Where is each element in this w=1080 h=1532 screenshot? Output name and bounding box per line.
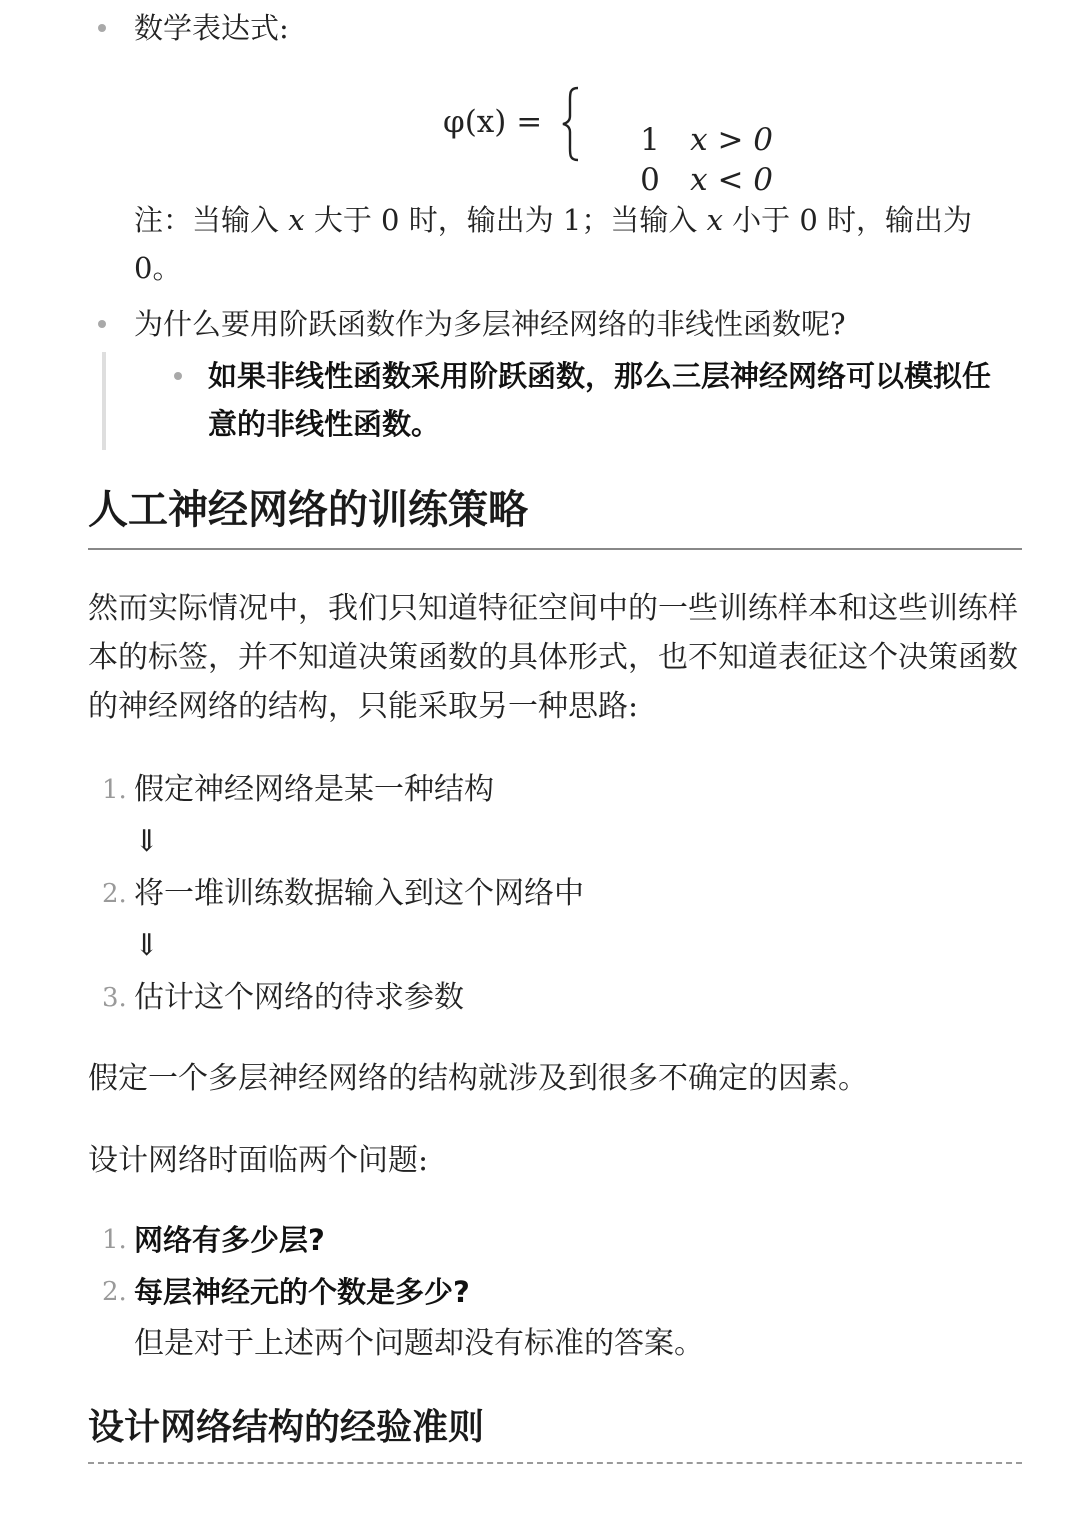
- formula-lhs: φ(x) =: [443, 104, 543, 140]
- case1-value: 1: [640, 122, 660, 158]
- formula-brace: [561, 86, 581, 162]
- paragraph-uncertain: 假定一个多层神经网络的结构就涉及到很多不确定的因素。: [88, 1061, 868, 1096]
- case2-condition: x < 0: [690, 162, 774, 198]
- case1-condition: x > 0: [690, 122, 774, 158]
- heading-design-rules: 设计网络结构的经验准则: [88, 1402, 1022, 1464]
- bullet-text: 数学表达式:: [134, 11, 289, 45]
- heading-training-strategy: 人工神经网络的训练策略: [88, 482, 1022, 550]
- blockquote-bar: [102, 352, 106, 450]
- list-item: 1. 网络有多少层?: [102, 1223, 325, 1257]
- step-function-formula: [443, 78, 774, 198]
- bullet-math-expression: [134, 4, 289, 52]
- case2-value: 0: [640, 162, 660, 198]
- paragraph-intro: 然而实际情况中，我们只知道特征空间中的一些训练样本和这些训练样本的标签，并不知道决策函数的具体形式，也不知道表征这个决策函数的神经网络的结构，只能采取另一种思路:: [88, 591, 1018, 724]
- questions-list: [88, 1214, 1022, 1370]
- bullet-text: 为什么要用阶跃函数作为多层神经网络的非线性函数呢?: [134, 307, 846, 341]
- list-item: 2. 每层神经元的个数是多少?: [102, 1275, 470, 1309]
- list-item: 1. 假定神经网络是某一种结构: [102, 772, 494, 807]
- formula-note: 注：当输入 x 大于 0 时，输出为 1；当输入 x 小于 0 时，输出为 0。: [134, 203, 973, 285]
- blockquote-bullet: [208, 352, 1008, 448]
- down-arrow-icon: ⇓: [134, 824, 160, 859]
- list-item: 3. 估计这个网络的待求参数: [102, 980, 464, 1015]
- steps-list: [88, 764, 1022, 1024]
- followup-text: 但是对于上述两个问题却没有标准的答案。: [134, 1326, 704, 1361]
- bullet-why-step-function: [134, 300, 1024, 348]
- list-item: 2. 将一堆训练数据输入到这个网络中: [102, 876, 584, 911]
- paragraph-two-questions: 设计网络时面临两个问题:: [88, 1143, 429, 1178]
- blockquote-text: 如果非线性函数采用阶跃函数，那么三层神经网络可以模拟任意的非线性函数。: [208, 359, 992, 441]
- down-arrow-icon: ⇓: [134, 928, 160, 963]
